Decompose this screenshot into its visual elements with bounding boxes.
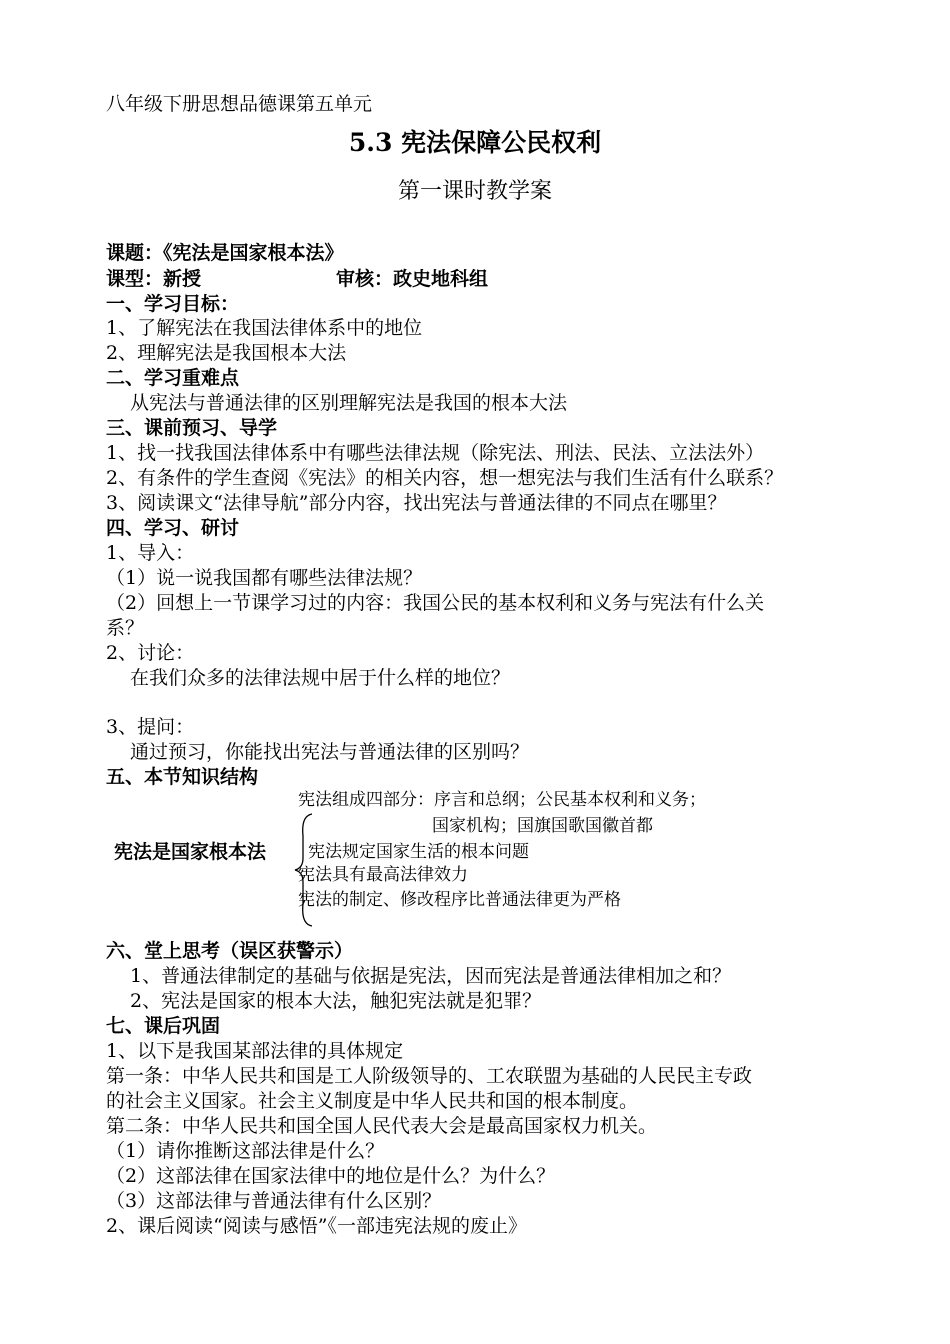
ask-question: 通过预习，你能找出宪法与普通法律的区别吗？ xyxy=(130,741,530,763)
article-2: 第二条：中华人民共和国全国人民代表大会是最高国家权力机关。 xyxy=(106,1115,658,1137)
misconception-item: 2、宪法是国家的根本大法，触犯宪法就是犯罪？ xyxy=(130,990,542,1012)
structure-branch: 宪法的制定、修改程序比普通法律更为严格 xyxy=(298,890,621,910)
intro-question-2-cont: 系？ xyxy=(106,617,145,639)
topic-line: 课题：《宪法是国家根本法》 xyxy=(106,242,344,264)
review-group: 审核：政史地科组 xyxy=(336,268,489,290)
intro-question-2: （2）回想上一节课学习过的内容：我国公民的基本权利和义务与宪法有什么关 xyxy=(106,592,765,614)
structure-branch: 宪法组成四部分：序言和总纲；公民基本权利和义务； xyxy=(298,790,706,810)
reading-assignment: 2、课后阅读“阅读与感悟”《一部违宪法规的废止》 xyxy=(106,1215,528,1237)
preview-item: 2、有条件的学生查阅《宪法》的相关内容，想一想宪法与我们生活有什么联系？ xyxy=(106,467,784,489)
objective-item: 2、理解宪法是我国根本大法 xyxy=(106,342,347,364)
preview-item: 1、找一找我国法律体系中有哪些法律法规（除宪法、刑法、民法、立法法外） xyxy=(106,442,765,464)
exercise-question-3: （3）这部法律与普通法律有什么区别？ xyxy=(106,1190,442,1212)
discussion-label: 2、讨论： xyxy=(106,642,195,664)
exercise-question-2: （2）这部法律在国家法律中的地位是什么？为什么？ xyxy=(106,1165,556,1187)
preview-item: 3、阅读课文“法律导航”部分内容，找出宪法与普通法律的不同点在哪里？ xyxy=(106,492,727,514)
objective-item: 1、了解宪法在我国法律体系中的地位 xyxy=(106,317,423,339)
structure-root: 宪法是国家根本法 xyxy=(114,841,267,863)
structure-branch: 宪法具有最高法律效力 xyxy=(298,865,468,885)
page-subtitle: 第一课时教学案 xyxy=(397,179,552,204)
section-heading-6: 六、堂上思考（误区获警示） xyxy=(106,940,354,962)
lesson-type: 课型：新授 xyxy=(106,268,202,290)
misconception-item: 1、普通法律制定的基础与依据是宪法，因而宪法是普通法律相加之和？ xyxy=(130,965,732,987)
key-point-text: 从宪法与普通法律的区别理解宪法是我国的根本大法 xyxy=(130,392,568,414)
unit-line: 八年级下册思想品德课第五单元 xyxy=(106,93,373,115)
page-title: 5.3 宪法保障公民权利 xyxy=(348,128,602,157)
section-heading-2: 二、学习重难点 xyxy=(106,367,240,389)
discussion-question: 在我们众多的法律法规中居于什么样的地位？ xyxy=(130,667,511,689)
exercise-intro: 1、以下是我国某部法律的具体规定 xyxy=(106,1040,404,1062)
structure-branch: 宪法规定国家生活的根本问题 xyxy=(308,842,529,862)
section-heading-5: 五、本节知识结构 xyxy=(106,766,259,788)
section-heading-4: 四、学习、研讨 xyxy=(106,517,240,539)
exercise-question-1: （1）请你推断这部法律是什么？ xyxy=(106,1140,385,1162)
section-heading-1: 一、学习目标： xyxy=(106,293,240,315)
article-1-cont: 的社会主义国家。社会主义制度是中华人民共和国的根本制度。 xyxy=(106,1090,639,1112)
article-1: 第一条：中华人民共和国是工人阶级领导的、工农联盟为基础的人民民主专政 xyxy=(106,1065,753,1087)
intro-question-1: （1）说一说我国都有哪些法律法规？ xyxy=(106,567,423,589)
section-heading-3: 三、课前预习、导学 xyxy=(106,417,278,439)
structure-branch-cont: 国家机构；国旗国歌国徽首都 xyxy=(432,816,653,836)
intro-label: 1、导入： xyxy=(106,542,195,564)
ask-label: 3、提问： xyxy=(106,716,195,738)
section-heading-7: 七、课后巩固 xyxy=(106,1015,221,1037)
